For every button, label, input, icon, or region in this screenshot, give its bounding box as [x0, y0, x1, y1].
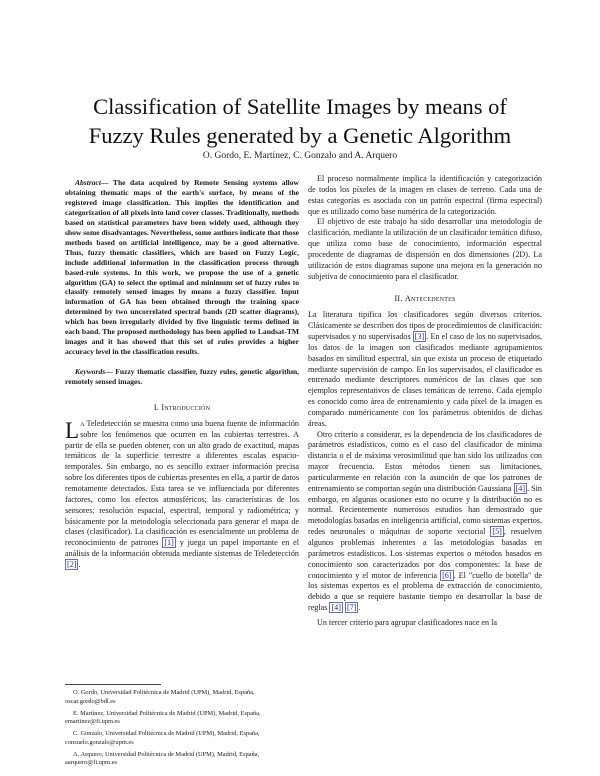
footnotes [65, 689, 299, 771]
paper-title [40, 92, 560, 150]
citation-link[interactable]: [4] [515, 483, 526, 493]
body-paragraph: El objetivo de este trabajo ha sido desarrollar una metodología de clasificación, mediante la utilización de un clasificador temático difuso, que utiliza como base de conocimiento, información espectral procedente de diagramas de dispersión en dos dimensiones (2D). La utilización de estos diagramas supone una mejora en la generación no subjetiva de conocimiento para el clasificador. [308, 217, 542, 281]
left-column [65, 178, 299, 571]
body-text: La literatura tipifica los clasificadores según diversos criterios. Clásicamente se describen dos tipos de procedimientos de clasificación: supervisados y no supervisados [308, 310, 542, 341]
section-2-number: II. [394, 294, 403, 304]
drop-cap: L [65, 417, 80, 443]
body-text: Otro criterio a considerar, es la dependencia de los clasificadores de parámetros estadísticos, como es el caso del clasificador de mínima distancia o el de máxima verosimilitud que han sido los utilizados con mayor frecuencia. Estos métodos tienen sus limitaciones, particularmente en relación con la asunción de que los patrones de entrenamiento se comportan según una distribución Gaussiana [308, 429, 542, 493]
footnote-rule [65, 684, 161, 685]
author-list: O. Gordo, E. Martínez, C. Gonzalo and A. Arquero [202, 151, 398, 161]
right-column [308, 174, 542, 629]
section-1-heading [65, 403, 299, 414]
citation-link[interactable]: [6] [442, 570, 452, 580]
abstract [65, 178, 299, 357]
body-text: . Sin embargo, en algunas ocasiones esto no ocurre y la distribución no es normal. Recientemente numerosos estudios han demostrado que metodologías basadas en inteligencia artificial, como sistemas expertos, redes neuronales o máquinas de soporte vectorial [308, 483, 542, 537]
citation-link[interactable]: [3] [414, 331, 425, 341]
citation-link[interactable]: [7] [346, 603, 357, 613]
footnote: A. Arquero, Universidad Politécnica de Madrid (UPM), Madrid, España, aarquero@fi.upm.es [65, 750, 260, 767]
body-paragraph: Otro criterio a considerar, es la dependencia de los clasificadores de parámetros estadísticos, como es el caso del clasificador de mínima distancia o el de máxima verosimilitud que han sido los utilizados con mayor frecuencia. Estos métodos tienen sus limitaciones, particularmente en relación con la asunción de que los patrones de entrenamiento se comportan según una distribución Gaussiana [4] . Sin embargo, en algunas ocasiones esto no ocurre y la distribución no es normal. Recientemente numerosos estudios han demostrado que metodologías basadas en inteligencia artificial, como sistemas expertos, redes neuronales o máquinas de soporte vectorial [5] , resuelven algunos problemas inherentes a las metodologías basadas en parámetros estadísticos. Los sistemas expertos o métodos basados en conocimiento son caracterizados por dos componentes: la base de conocimiento y el motor de inferencia [6] . El "cuello de botella" de los sistemas expertos es el problema de extracción de conocimiento, debido a que se requiere bastante tiempo en desarrollar la base de reglas [4] [7] . [308, 429, 543, 613]
body-paragraph [308, 310, 542, 429]
keywords [65, 367, 299, 387]
body-text: . En el caso de los no supervisados, los datos de la imagen son clasificados mediante agrupamientos basados en similitud espectral, sin que exista un proceso de etiquetado mediante supervisión de campo. En los supervisados, el clasificador es entrenado mediante descriptores numéricos de las clases que son ejemplos representativos de clases temáticas de terreno. Cada ejemplo es conocido como área de entrenamiento y cada píxel de la imagen es comparado numéricamente con los parámetros obtenidos de dichas áreas. [308, 331, 543, 428]
section-2-heading [308, 294, 542, 305]
body-paragraph: Un tercer criterio para agrupar clasificadores nace en la [317, 617, 497, 627]
title-line-2: Fuzzy Rules generated by a Genetic Algorithm [88, 123, 512, 148]
footnote: O. Gordo, Universidad Politécnica de Madrid (UPM), Madrid, España, oscar.gordo@bdl.es [65, 689, 255, 705]
body-text: , resuelven algunos problemas inherentes a las metodologías basadas en parámetros estadísticos. Los sistemas expertos o métodos basados en conocimiento son caracterizados por dos componentes: la base de conocimiento y el motor de inferencia [308, 527, 542, 580]
section-1-number: I. [153, 403, 160, 413]
body-text: . El "cuello de botella" de los sistemas expertos es el problema de extracción de conocimiento, debido a que se requiere bastante tiempo en desarrollar la base de reglas [308, 570, 543, 613]
intro-first-word: a [80, 418, 85, 428]
title-line-1: Classification of Satellite Images by means of [93, 94, 507, 119]
intro-text-b: y juega un papel importante en el análisis de la información obtenida mediante sistemas de Teledetección [65, 538, 300, 559]
keywords-text: — Fuzzy thematic classifier, fuzzy rules, genetic algorithm, remotely sensed images. [65, 367, 299, 387]
abstract-lead: Abstract [75, 178, 101, 187]
section-1-title: Introducción [161, 403, 211, 413]
citation-link[interactable]: [1] [164, 538, 174, 548]
section-2-title: Antecedentes [404, 294, 456, 304]
citation-link[interactable]: [5] [492, 527, 502, 537]
keywords-lead: Keywords [75, 367, 106, 377]
footnote: C. Gonzalo, Universidad Politécnica de Madrid (UPM), Madrid, España, consuelo.gonzalo@upm.es [65, 730, 260, 746]
citation-link[interactable]: [2] [67, 559, 77, 569]
footnote: E. Martínez, Universidad Politécnica de Madrid (UPM), Madrid, España, emartinez@fi.upm.es [65, 709, 261, 726]
intro-paragraph: La Teledetección se muestra como una buena fuente de información sobre los fenómenos que ocurren en las cubiertas terrestres. A partir de ella se pueden obtener, con un alto grado de exactitud, mapas temáticos de la superficie terrestre a diferentes escalas espacio-temporales. Sin embargo, no es sencillo extraer información precisa sobre los diferentes tipos de cubiertas presentes en ella, a partir de datos remotamente detectados. Esta tarea se ve influenciada por diferentes factores, como los efectos atmosféricos; las características de los sensores: resolución espacial, espectral, temporal y radiométrica; y básicamente por la metodología seleccionada para generar el mapa de clases (clasificador). La clasificación es esencialmente un problema de reconocimiento de patrones [1] y juega un papel importante en el análisis de la información obtenida mediante sistemas de Teledetección [2] . [65, 417, 300, 569]
body-paragraph: El proceso normalmente implica la identificación y categorización de todos los píxeles de la imagen en clases de terreno. Cada una de estas categorías es asociada con un patrón espectral (firma espectral) que es utilizado como base numérica de la categorización. [308, 174, 542, 216]
abstract-text: — The data acquired by Remote Sensing systems allow obtaining thematic maps of the earth's surface, by means of the registered image classification. This implies the identification and categorization of all pixels into land cover classes. Traditionally, methods based on statistical parameters have been widely used, although they show some disadvantages. Nevertheless, some authors indicate that those methods based on artificial intelligence, may be a good alternative. Thus, fuzzy thematic classifiers, which are based on Fuzzy Logic, include additional information in the classification process through based-rule systems. In this work, we propose the use of a genetic algorithm (GA) to select the optimal and minimum set of fuzzy rules to classify remotely sensed images by means a fuzzy classifier. Input information of GA has been obtained through the training space determined by two uncorrelated spectral bands (2D scatter diagrams), which has been irregularly divided by five linguistic terms defined in each band. The proposed methodology has been applied to Landsat-TM images and it has showed that this set of rules provides a higher accuracy level in the classification results. [65, 178, 299, 357]
intro-text: Teledetección se muestra como una buena fuente de información sobre los fenómenos que ocurren en las cubiertas terrestres. A partir de ella se pueden obtener, con un alto grado de exactitud, mapas temáticos de la superficie terrestre a diferentes escalas espacio-temporales. Sin embargo, no es sencillo extraer información precisa sobre los diferentes tipos de cubiertas presentes en ella, a partir de datos remotamente detectados. Esta tarea se ve influenciada por diferentes factores, como los efectos atmosféricos; las características de los sensores: resolución espacial, espectral, temporal y radiométrica; y básicamente por la metodología seleccionada para generar el mapa de clases (clasificador). La clasificación es esencialmente un problema de reconocimiento de patrones [65, 418, 299, 548]
citation-link[interactable]: [4] [331, 603, 341, 613]
